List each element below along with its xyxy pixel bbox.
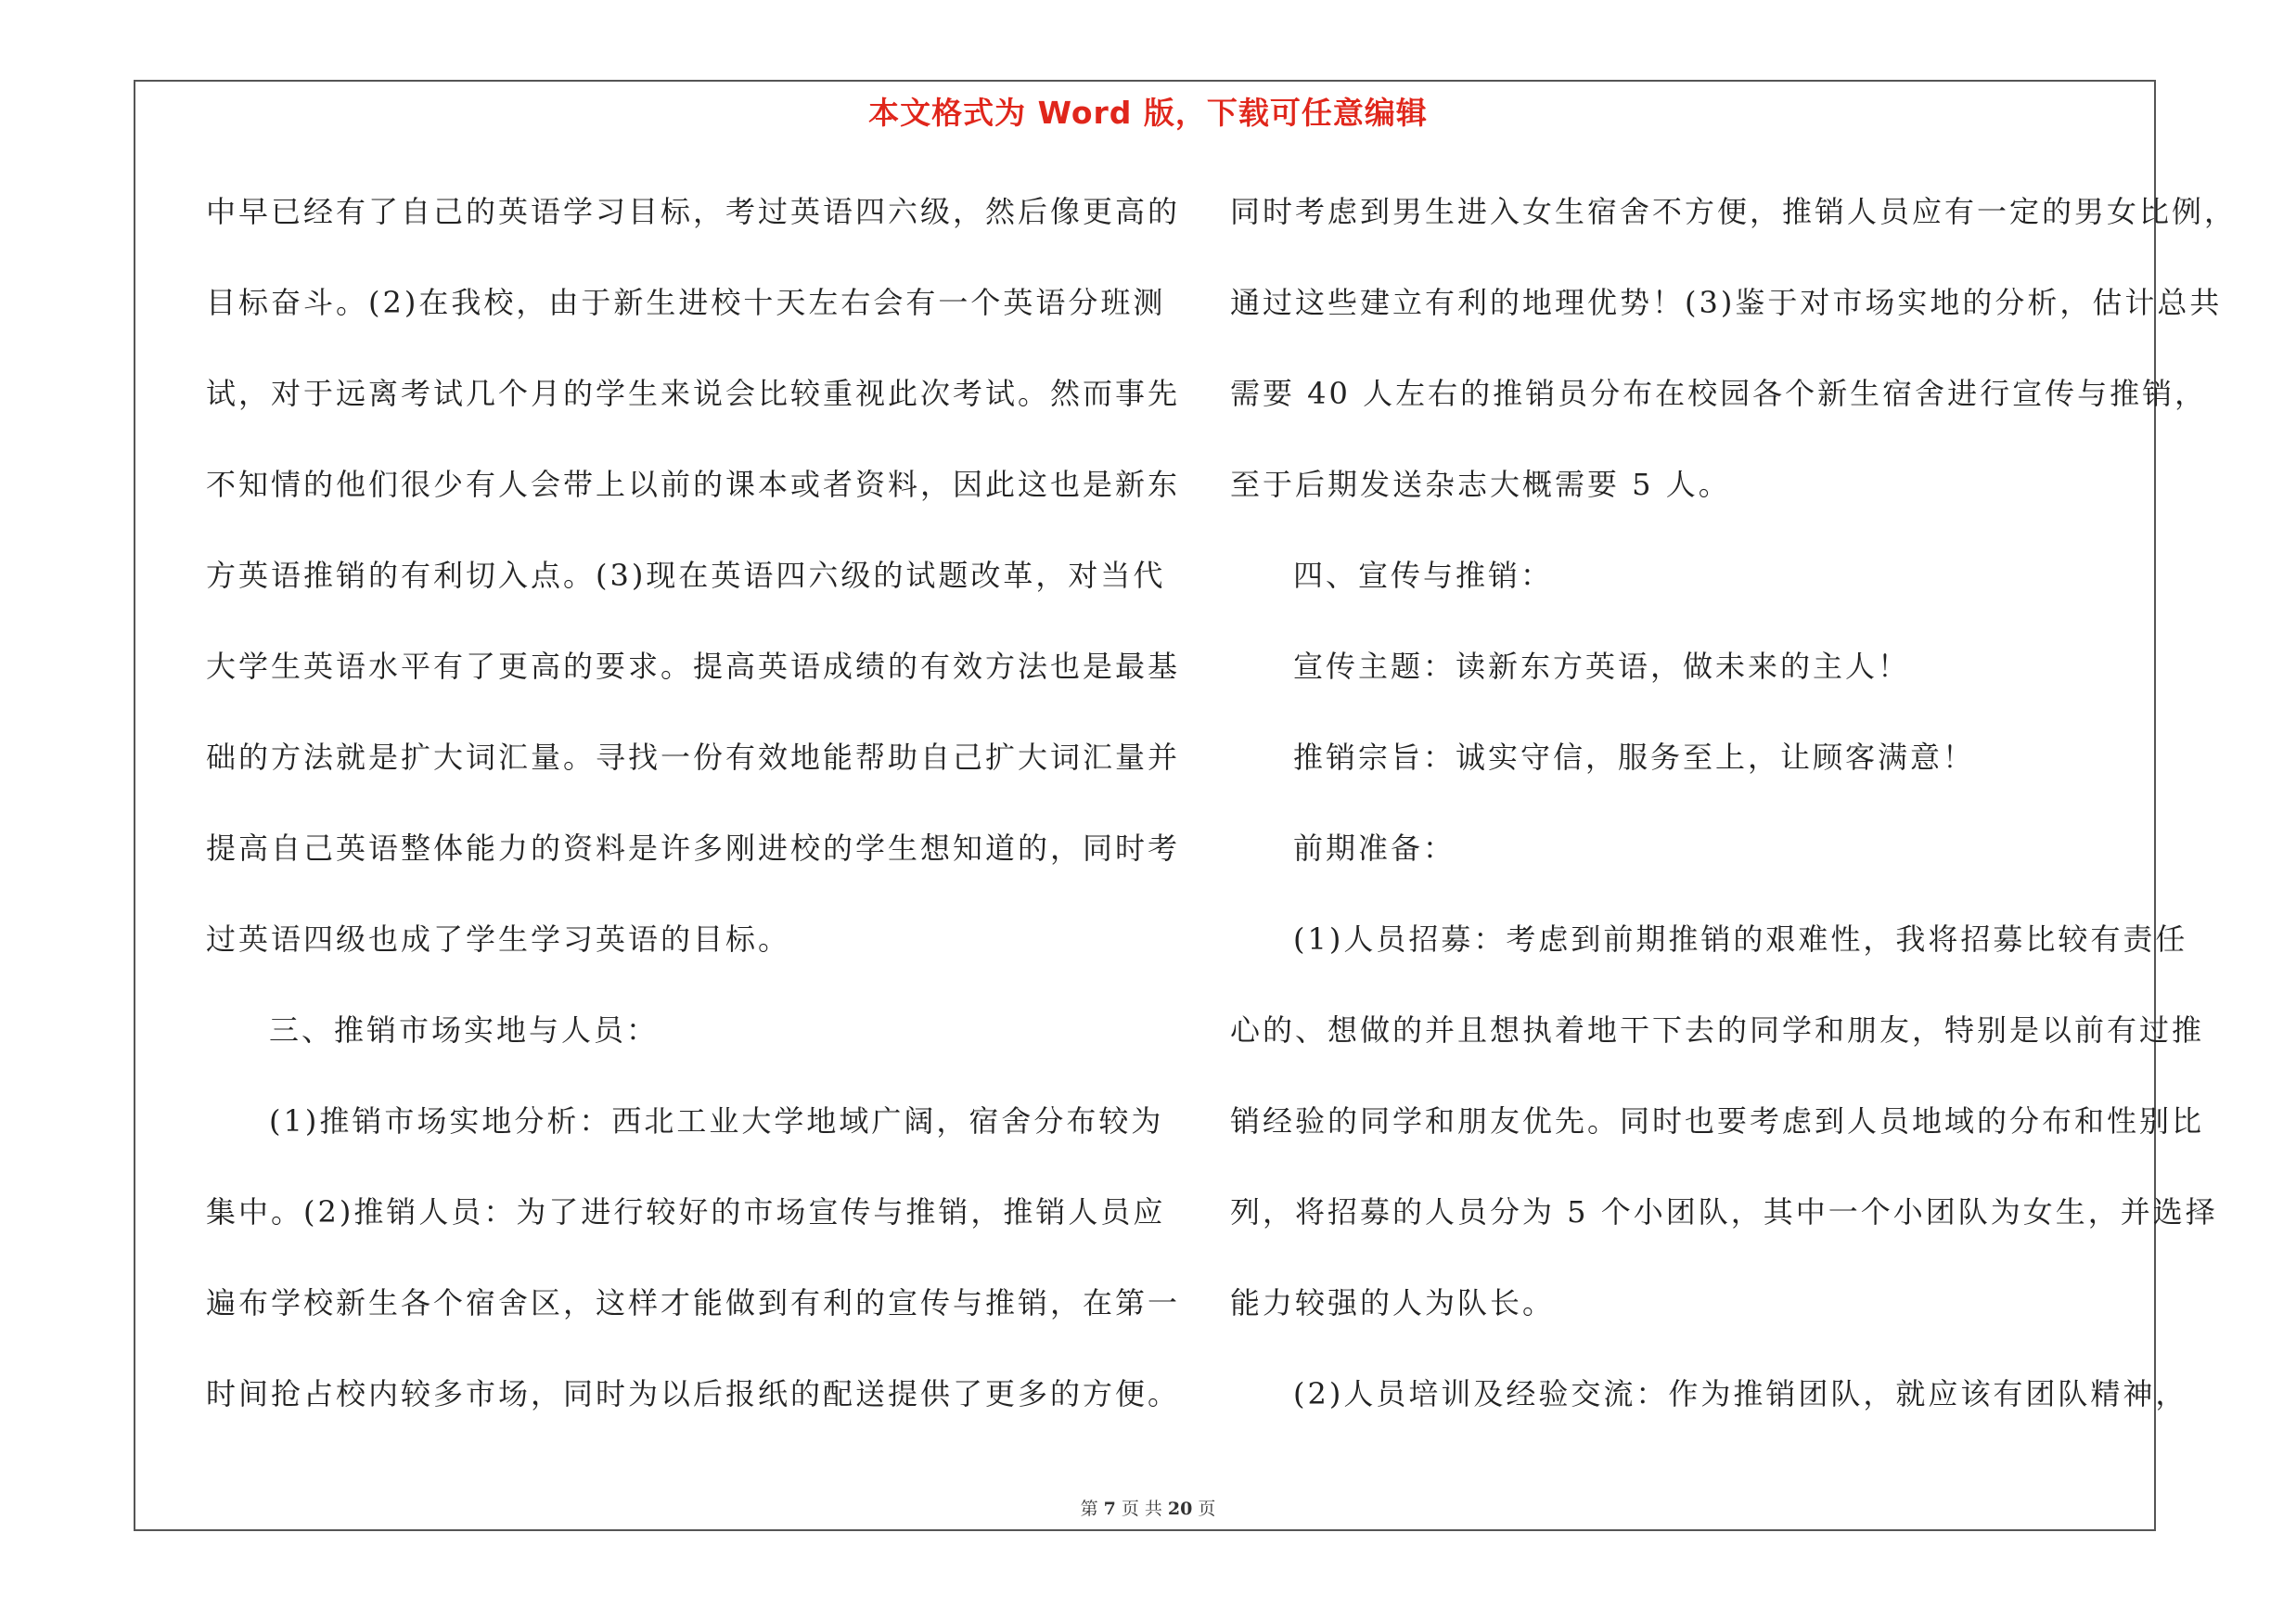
text-line: 宣传主题：读新东方英语，做未来的主人！ (1293, 649, 1911, 684)
text-line: 中早已经有了自己的英语学习目标，考过英语四六级，然后像更高的 (206, 194, 1181, 229)
text-line: 四、宣传与推销： (1293, 558, 1554, 593)
right-text-column (1230, 184, 2238, 1457)
total-pages: 20 (1167, 1499, 1193, 1519)
text-line: (1)推销市场实地分析：西北工业大学地域广阔，宿舍分布较为 (269, 1103, 1164, 1139)
text-line: (1)人员招募：考虑到前期推销的艰难性，我将招募比较有责任 (1293, 921, 2188, 957)
text-line: 目标奋斗。(2)在我校，由于新生进校十天左右会有一个英语分班测 (206, 285, 1166, 320)
text-line: 础的方法就是扩大词汇量。寻找一份有效地能帮助自己扩大词汇量并 (206, 740, 1181, 775)
text-line: 大学生英语水平有了更高的要求。提高英语成绩的有效方法也是最基 (206, 649, 1181, 684)
text-line: 过英语四级也成了学生学习英语的目标。 (206, 921, 791, 957)
text-line: (2)人员培训及经验交流：作为推销团队，就应该有团队精神， (1293, 1376, 2188, 1411)
text-line: 能力较强的人为队长。 (1230, 1285, 1556, 1320)
text-line: 同时考虑到男生进入女生宿舍不方便，推销人员应有一定的男女比例， (1230, 194, 2238, 229)
text-line: 推销宗旨：诚实守信，服务至上，让顾客满意！ (1293, 740, 1976, 775)
text-line: 心的、想做的并且想执着地干下去的同学和朋友，特别是以前有过推 (1230, 1012, 2205, 1048)
page-number (0, 1495, 2296, 1520)
page-number-suffix: 页 (1198, 1499, 1216, 1519)
text-line: 提高自己英语整体能力的资料是许多刚进校的学生想知道的，同时考 (206, 831, 1181, 866)
current-page: 7 (1103, 1499, 1116, 1519)
text-line: 三、推销市场实地与人员： (269, 1012, 660, 1048)
text-line: 列，将招募的人员分为 5 个小团队，其中一个小团队为女生，并选择 (1230, 1194, 2218, 1230)
text-line: 至于后期发送杂志大概需要 5 人。 (1230, 467, 1731, 502)
text-line: 需要 40 人左右的推销员分布在校园各个新生宿舍进行宣传与推销， (1230, 376, 2208, 411)
text-line: 时间抢占校内较多市场，同时为以后报纸的配送提供了更多的方便。 (206, 1376, 1181, 1411)
text-line: 遍布学校新生各个宿舍区，这样才能做到有利的宣传与推销，在第一 (206, 1285, 1181, 1320)
editable-notice-banner: 本文格式为 Word 版，下载可任意编辑 (868, 95, 1428, 131)
text-line: 销经验的同学和朋友优先。同时也要考虑到人员地域的分布和性别比 (1230, 1103, 2205, 1139)
left-text-column (206, 184, 1181, 1457)
text-line: 前期准备： (1293, 831, 1456, 866)
text-line: 试，对于远离考试几个月的学生来说会比较重视此次考试。然而事先 (206, 376, 1181, 411)
text-line: 不知情的他们很少有人会带上以前的课本或者资料，因此这也是新东 (206, 467, 1181, 502)
text-line: 通过这些建立有利的地理优势！(3)鉴于对市场实地的分析，估计总共 (1230, 285, 2223, 320)
text-line: 方英语推销的有利切入点。(3)现在英语四六级的试题改革，对当代 (206, 558, 1166, 593)
page-number-prefix: 第 (1080, 1499, 1098, 1519)
page-number-middle: 页 共 (1121, 1499, 1162, 1519)
text-line: 集中。(2)推销人员：为了进行较好的市场宣传与推销，推销人员应 (206, 1194, 1166, 1230)
